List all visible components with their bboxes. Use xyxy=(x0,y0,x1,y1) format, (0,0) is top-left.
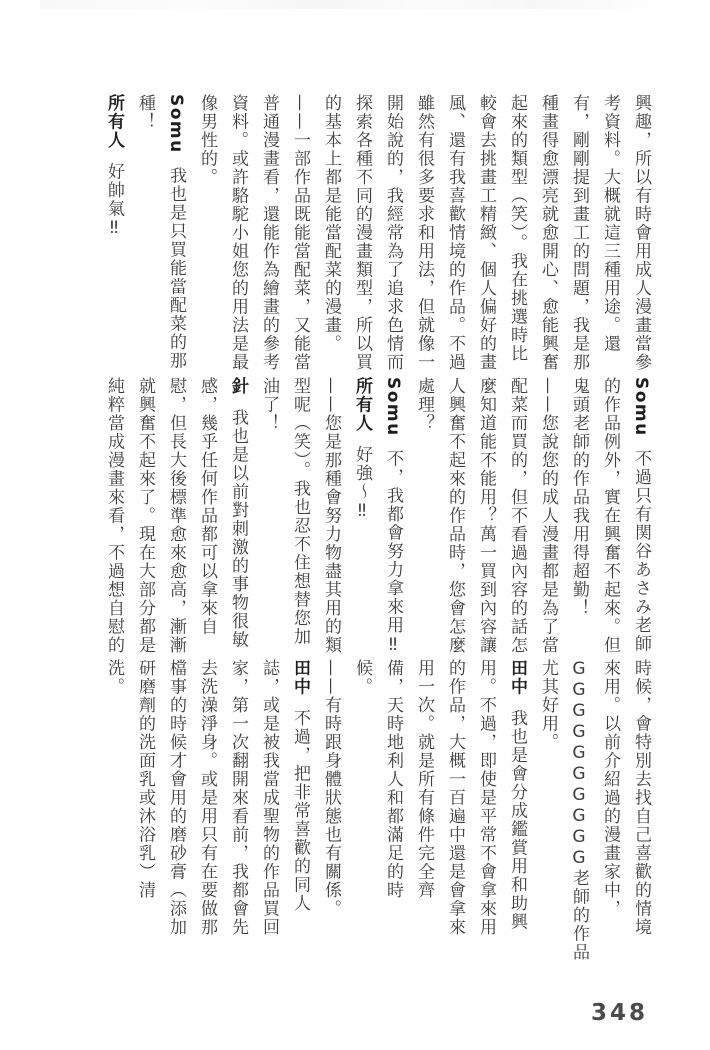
text-column: 麼知道能不能用？萬一買到內容讓 xyxy=(476,377,496,655)
text-column: 考資料。大概就這三種用途。還 xyxy=(600,94,620,353)
text-band-top xyxy=(98,94,656,398)
text-column: 的基本上都是能當配菜的漫畫。 xyxy=(321,94,341,353)
scan-artifact xyxy=(40,0,660,9)
text-column: 尤其好用。 xyxy=(538,659,558,752)
text-column: 油了！ xyxy=(259,377,279,433)
text-column: ——一部作品既能當配菜，又能當 xyxy=(290,94,310,372)
text-column: Somu我也是只買能當配菜的那 xyxy=(166,94,186,371)
text-column: 田中我也是會分成鑑賞用和助興 xyxy=(507,659,527,931)
text-column: 去洗澡淨身。或是用只有在要做那 xyxy=(197,659,217,937)
text-column: 研磨劑的洗面乳或沐浴乳）清 xyxy=(135,659,155,900)
text-column: 檔事的時候才會用的磨砂膏（添加 xyxy=(166,659,186,937)
text-band-middle xyxy=(98,377,656,681)
speaker-label: Somu xyxy=(166,94,186,154)
text-column: 用。不過，即使是平常不會拿來用 xyxy=(476,659,496,937)
text-column: 型呢（笑）。我也忍不住想替您加 xyxy=(290,377,310,646)
text-column: 資料。或許駱駝小姐您的用法是最 xyxy=(228,94,248,372)
text-column: GGGGGGGGGG老師的作品 xyxy=(569,659,589,962)
text-column: 起來的類型（笑）。我在挑選時比 xyxy=(507,94,527,363)
text-column: 感，幾乎任何作品都可以拿來自 xyxy=(197,377,217,636)
text-column: 人興奮不起來的作品時，您會怎麼 xyxy=(445,377,465,655)
text-column: ——您是那種會努力物盡其用的類 xyxy=(321,377,341,655)
speaker-label: 田中 xyxy=(290,659,310,696)
text-column: 普通漫畫看，還能作為繪畫的參考 xyxy=(259,94,279,372)
text-column: 時候，會特別去找自己喜歡的情境 xyxy=(631,659,651,937)
text-column: 來用。以前介紹過的漫畫家中， xyxy=(600,659,620,918)
text-column: 就興奮不起來了。現在大部分都是 xyxy=(135,377,155,655)
text-column: 雖然有很多要求和用法，但就像一 xyxy=(414,94,434,372)
text-column: 家，第一次翻開來看前，我都會先 xyxy=(228,659,248,937)
text-column: 田中不過，把非常喜歡的同人 xyxy=(290,659,310,913)
speaker-label: 針 xyxy=(228,377,248,396)
text-column: 像男性的。 xyxy=(197,94,217,187)
text-column: ——您說您的成人漫畫都是為了當 xyxy=(538,377,558,655)
speaker-label: 所有人 xyxy=(104,94,124,150)
text-column: 用一次。就是所有條件完全齊 xyxy=(414,659,434,900)
text-column: 探索各種不同的漫畫類型，所以買 xyxy=(352,94,372,372)
text-column: 洗。 xyxy=(104,659,124,696)
text-column: 風、還有我喜歡情境的作品。不過 xyxy=(445,94,465,372)
text-column: 慰，但長大後標準愈來愈高，漸漸 xyxy=(166,377,186,655)
speaker-label: 所有人 xyxy=(352,377,372,433)
censored-artist-name: GGGGGGGGGG xyxy=(569,659,589,869)
text-column: Somu不過只有関谷あさみ老師 xyxy=(631,377,651,654)
text-column: 純粹當成漫畫來看，不過想自慰的 xyxy=(104,377,124,655)
text-column: 誌，或是被我當成聖物的作品買回 xyxy=(259,659,279,937)
text-column: 所有人好帥氣‼ xyxy=(104,94,124,240)
text-column: Somu不，我都會努力拿來用‼ xyxy=(383,377,403,657)
text-column: 的作品例外，實在興奮不起來。但 xyxy=(600,377,620,655)
speaker-label: 田中 xyxy=(507,659,527,696)
text-column: 候。 xyxy=(352,659,372,696)
text-column: 的作品，大概一百遍中還是會拿來 xyxy=(445,659,465,937)
page-number: 348 xyxy=(590,1000,648,1026)
text-column: 種畫得愈漂亮就愈開心、愈能興奮 xyxy=(538,94,558,372)
speaker-label: Somu xyxy=(383,377,403,437)
text-column: 所有人好強～‼ xyxy=(352,377,372,523)
text-column: 鬼頭老師的作品我用得超勤！ xyxy=(569,377,589,618)
text-column: 有，剛剛提到畫工的問題，我是那 xyxy=(569,94,589,372)
text-column: 興趣，所以有時會用成人漫畫當參 xyxy=(631,94,651,372)
text-column: ——有時跟身體狀態也有關係。 xyxy=(321,659,341,918)
text-column: 較會去挑畫工精緻、個人偏好的畫 xyxy=(476,94,496,372)
text-column: 處理？ xyxy=(414,377,434,433)
text-band-bottom xyxy=(98,659,656,963)
text-column: 配菜而買的，但不看過內容的話怎 xyxy=(507,377,527,655)
text-column: 備，天時地利人和都滿足的時 xyxy=(383,659,403,900)
text-column: 針我也是以前對刺激的事物很敏 xyxy=(228,377,248,649)
text-column: 種！ xyxy=(135,94,155,131)
text-column: 開始說的，我經常為了追求色情而 xyxy=(383,94,403,372)
speaker-label: Somu xyxy=(631,377,651,437)
